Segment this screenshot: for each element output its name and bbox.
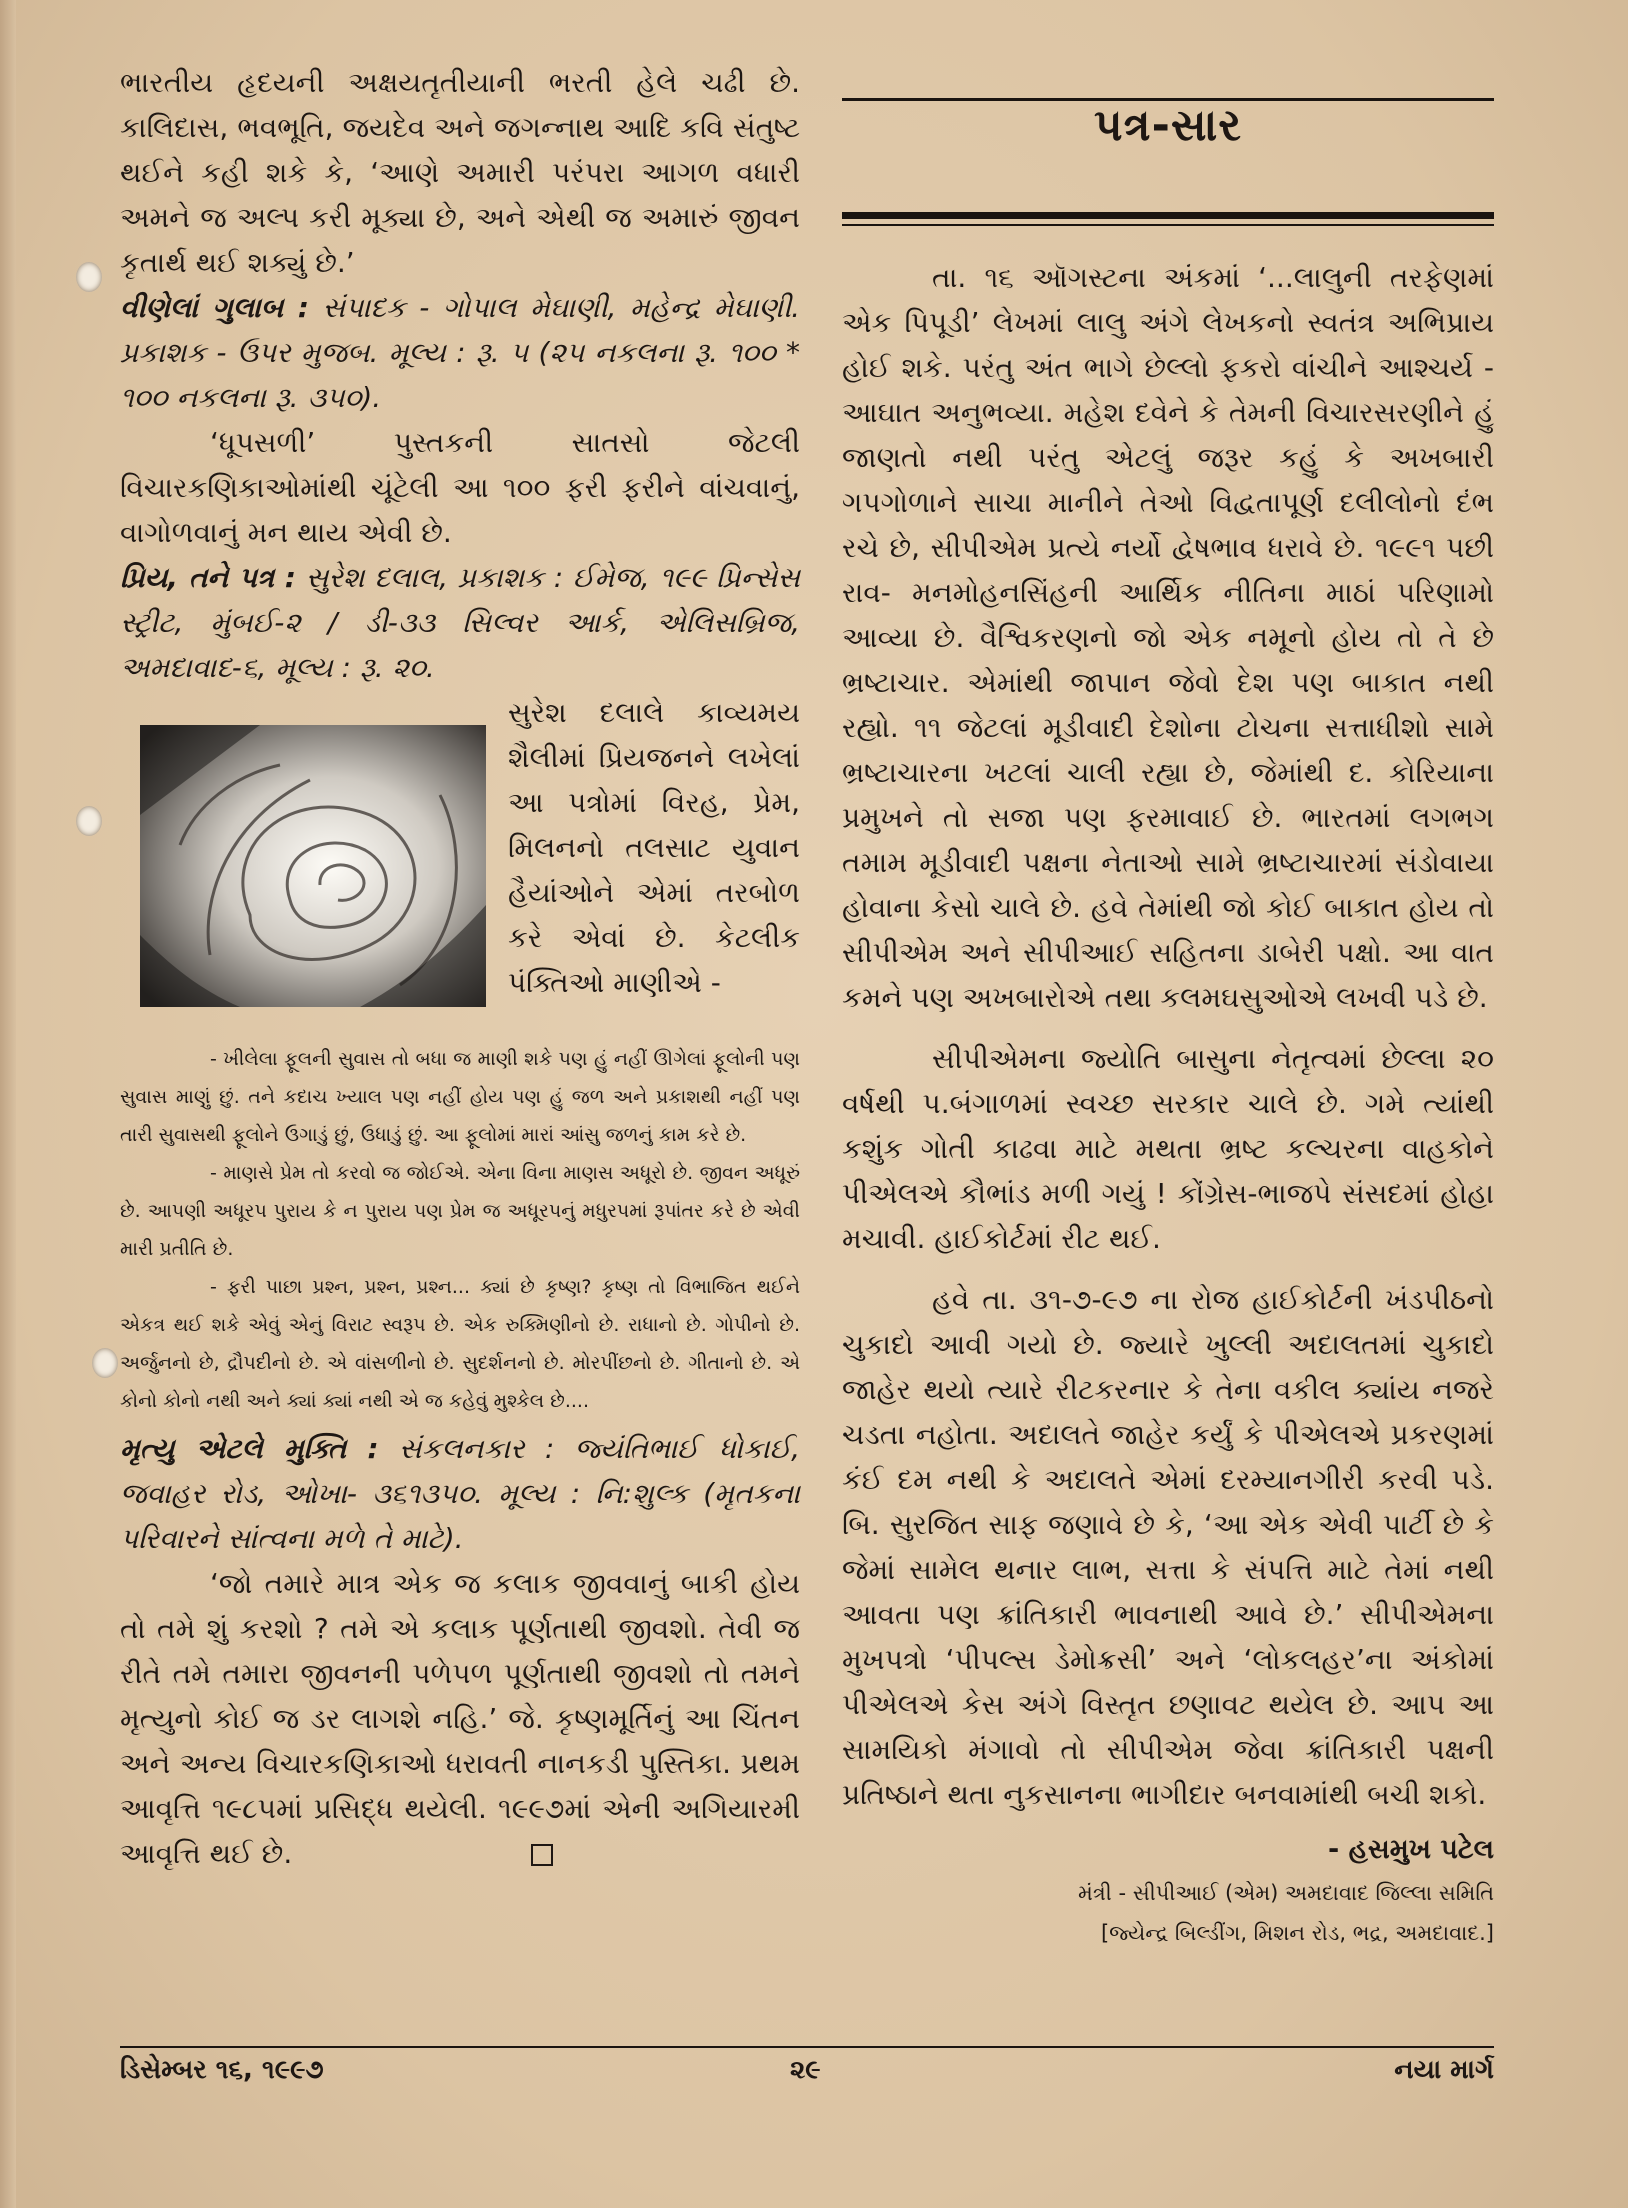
quotes-block xyxy=(120,1040,800,1420)
book1-title: વીણેલાં ગુલાબ : xyxy=(120,291,309,324)
quote-item: - માણસે પ્રેમ તો કરવો જ જોઈએ. એના વિના માણસ અધૂરો છે. જીવન અધૂરું છે. આપણી અધૂરપ પુરાય કે ન પુરાય પણ પ્રેમ જ અધૂરપનું મધુરપમાં રૂપાંતર કરે છે એવી મારી પ્રતીતિ છે. xyxy=(120,1162,800,1260)
footer-date: ડિસેમ્બર ૧૬, ૧૯૯૭ xyxy=(120,2055,324,2085)
intro-paragraph: ભારતીય હૃદયની અક્ષયતૃતીયાની ભરતી હેલે ચઢી છે. કાલિદાસ, ભવભૂતિ, જયદેવ અને જગન્નાથ આદિ કવિ સંતુષ્ટ થઈને કહી શકે કે, ‘આણે અમારી પરંપરા આગળ વધારી અમને જ અલ્પ કરી મૂક્યા છે, અને એથી જ અમારું જીવન કૃતાર્થ થઈ શક્યું છે.’ xyxy=(120,66,800,279)
book3-description-text: ‘જો તમારે માત્ર એક જ કલાક જીવવાનું બાકી હોય તો તમે શું કરશો ? તમે એ કલાક પૂર્ણતાથી જીવશો. તેવી જ રીતે તમે તમારા જીવનની પળેપળ પૂર્ણતાથી જીવશો તો તમને મૃત્યુનો કોઈ જ ડર લાગશે નહિ.’ જે. કૃષ્ણમૂર્તિનું આ ચિંતન અને અન્ય વિચારકણિકાઓ ધરાવતી નાનકડી પુસ્તિકા. પ્રથમ આવૃત્તિ ૧૯૮૫માં પ્રસિદ્ધ થયેલી. ૧૯૯૭માં એની અગિયારમી આવૃત્તિ થઈ છે. xyxy=(120,1567,800,1870)
quote-item: - ફરી પાછા પ્રશ્ન, પ્રશ્ન, પ્રશ્ન... ક્યાં છે કૃષ્ણ? કૃષ્ણ તો વિભાજિત થઈને એકત્ર થઈ શકે એવું એનું વિરાટ સ્વરૂપ છે. એક રુક્મિણીનો છે. રાધાનો છે. ગોપીનો છે. અર્જુનનો છે, દ્રૌપદીનો છે. એ વાંસળીનો છે. સુદર્શનનો છે. મોરપીંછનો છે. ગીતાનો છે. એ કોનો કોનો નથી અને ક્યાં ક્યાં નથી એ જ કહેવું મુશ્કેલ છે.... xyxy=(120,1276,800,1412)
book1-description: ‘ધૂપસળી’ પુસ્તકની સાતસો જેટલી વિચારકણિકાઓમાંથી ચૂંટેલી આ ૧૦૦ ફરી ફરીને વાંચવાનું, વાગોળવાનું મન થાય એવી છે. xyxy=(120,426,800,549)
book2-heading xyxy=(120,555,800,690)
book2-info: સુરેશ દલાલ, પ્રકાશક : ઈમેજ, ૧૯૯ પ્રિન્સેસ સ્ટ્રીટ, મુંબઈ-૨ / ડી-૩૩ સિલ્વર આર્ક, એલિસબ્રિજ, અમદાવાદ-૬, મૂલ્ય : રૂ. ૨૦. xyxy=(120,561,800,684)
book2-description: સુરેશ દલાલે કાવ્યમય શૈલીમાં પ્રિયજનને લખેલાં આ પત્રોમાં વિરહ, પ્રેમ, મિલનનો તલસાટ યુવાન હૈયાંઓને એમાં તરબોળ કરે એવાં છે. કેટલીક પંક્તિઓ માણીએ - xyxy=(508,696,800,999)
book1-heading xyxy=(120,285,800,420)
binding-hole xyxy=(76,806,102,836)
book3-info: સંકલનકાર : જ્યંતિભાઈ ધોકાઈ, જવાહર રોડ, ઓખા- ૩૬૧૩૫૦. મૂલ્ય : નિ:શુલ્ક (મૃતકના પરિવારને સાંત્વના મળે તે માટે). xyxy=(120,1432,800,1555)
end-mark-icon xyxy=(531,1844,553,1866)
quote-item: - ખીલેલા ફૂલની સુવાસ તો બધા જ માણી શકે પણ હું નહીં ઊગેલાં ફૂલોની પણ સુવાસ માણું છું. તને કદાચ ખ્યાલ પણ નહીં હોય પણ હું જળ અને પ્રકાશથી નહીં પણ તારી સુવાસથી ફૂલોને ઉગાડું છું, ઉધાડું છું. આ ફૂલોમાં મારાં આંસુ જળનું કામ કરે છે. xyxy=(120,1048,800,1146)
binding-hole xyxy=(76,262,102,292)
letter-paragraph-3: હવે તા. ૩૧-૭-૯૭ ના રોજ હાઈકોર્ટની ખંડપીઠનો ચુકાદો આવી ગયો છે. જ્યારે ખુલ્લી અદાલતમાં ચુકાદો જાહેર થયો ત્યારે રીટકરનાર કે તેના વકીલ ક્યાંય નજરે ચડતા નહોતા. અદાલતે જાહેર કર્યું કે પીએલએ પ્રકરણમાં કંઈ દમ નથી કે અદાલતે એમાં દરમ્યાનગીરી કરવી પડે. બિ. સુરજિત સાફ જણાવે છે કે, ‘આ એક એવી પાર્ટી છે કે જેમાં સામેલ થનાર લાભ, સત્તા કે સંપત્તિ માટે તેમાં નથી આવતા પણ ક્રાંતિકારી ભાવનાથી આવે છે.’ સીપીએમના મુખપત્રો ‘પીપલ્સ ડેમોક્રસી’ અને ‘લોકલહર’ના અંકોમાં પીએલએ કેસ અંગે વિસ્તૃત છણાવટ થયેલ છે. આપ આ સામયિકો મંગાવો તો સીપીએમ જેવા ક્રાંતિકારી પક્ષની પ્રતિષ્ઠાને થતા નુકસાનના ભાગીદાર બનવામાંથી બચી શકો. xyxy=(842,1283,1494,1811)
footer-page-number: ૨૯ xyxy=(790,2055,821,2085)
rose-block xyxy=(120,690,800,1040)
signature-role: મંત્રી - સીપીઆઈ (એમ) અમદાવાદ જિલ્લા સમિતિ xyxy=(1078,1881,1494,1905)
page-left-edge xyxy=(0,0,16,2208)
book3-title: મૃત્યુ એટલે મુક્તિ : xyxy=(120,1432,379,1465)
book2-title: પ્રિય, તને પત્ર : xyxy=(120,561,296,594)
book3-description xyxy=(120,1561,800,1876)
title-bottom-rule-thin xyxy=(842,224,1494,226)
book1-info: સંપાદક - ગોપાલ મેઘાણી, મહેન્દ્ર મેઘાણી. પ્રકાશક - ઉપર મુજબ. મૂલ્ય : રૂ. ૫ (૨૫ નકલના રૂ. ૧૦૦ * ૧૦૦ નકલના રૂ. ૩૫૦). xyxy=(120,291,801,414)
right-column xyxy=(842,255,1494,1953)
left-column xyxy=(120,60,800,1876)
letter-paragraph-1: તા. ૧૬ ઑગસ્ટના અંકમાં ‘...લાલુની તરફેણમાં એક પિપૂડી’ લેખમાં લાલુ અંગે લેખકનો સ્વતંત્ર અભિપ્રાય હોઈ શકે. પરંતુ અંત ભાગે છેલ્લો ફકરો વાંચીને આશ્ચર્ય - આઘાત અનુભવ્યા. મહેશ દવેને કે તેમની વિચારસરણીને હું જાણતો નથી પરંતુ એટલું જરૂર કહું કે અખબારી ગપગોળાને સાચા માનીને તેઓ વિદ્વતાપૂર્ણ દલીલોનો દંભ રચે છે, સીપીએમ પ્રત્યે નર્યો દ્વેષભાવ ધરાવે છે. ૧૯૯૧ પછી રાવ- મનમોહનસિંહની આર્થિક નીતિના માઠાં પરિણામો આવ્યા છે. વૈશ્વિકરણનો જો એક નમૂનો હોય તો તે છે ભ્રષ્ટાચાર. એમાંથી જાપાન જેવો દેશ પણ બાકાત નથી રહ્યો. ૧૧ જેટલાં મૂડીવાદી દેશોના ટોચના સત્તાધીશો સામે ભ્રષ્ટાચારના ખટલાં ચાલી રહ્યા છે, જેમાંથી દ. કોરિયાના પ્રમુખને તો સજા પણ ફરમાવાઈ છે. ભારતમાં લગભગ તમામ મૂડીવાદી પક્ષના નેતાઓ સામે ભ્રષ્ટાચારમાં સંડોવાયા હોવાના કેસો ચાલે છે. હવે તેમાંથી જો કોઈ બાકાત હોય તો સીપીએમ અને સીપીઆઈ સહિતના ડાબેરી પક્ષો. આ વાત કમને પણ અખબારોએ તથા કલમઘસુઓએ લખવી પડે છે. xyxy=(842,261,1494,1014)
letter-signature: - હસમુખ પટેલ xyxy=(1328,1834,1494,1865)
title-bottom-rule xyxy=(842,212,1494,219)
signature-address: [જ્યેન્દ્ર બિલ્ડીંગ, મિશન રોડ, ભદ્ર, અમદાવાદ.] xyxy=(1100,1921,1494,1945)
letter-paragraph-2: સીપીએમના જ્યોતિ બાસુના નેતૃત્વમાં છેલ્લા ૨૦ વર્ષથી પ.બંગાળમાં સ્વચ્છ સરકાર ચાલે છે. ગમે ત્યાંથી કશુંક ગોતી કાઢવા માટે મથતા ભ્રષ્ટ કલ્ચરના વાહકોને પીએલએ કૌભાંડ મળી ગયું ! કોંગ્રેસ-ભાજપે સંસદમાં હોહા મચાવી. હાઈકોર્ટમાં રીટ થઈ. xyxy=(842,1042,1494,1255)
footer-rule xyxy=(120,2046,1494,2048)
binding-hole xyxy=(92,1348,118,1378)
book3-heading xyxy=(120,1426,800,1561)
section-title: પત્ર-સાર xyxy=(1093,100,1243,151)
rose-photo xyxy=(140,725,486,1007)
footer-magazine-name: નયા માર્ગ xyxy=(1394,2055,1494,2085)
